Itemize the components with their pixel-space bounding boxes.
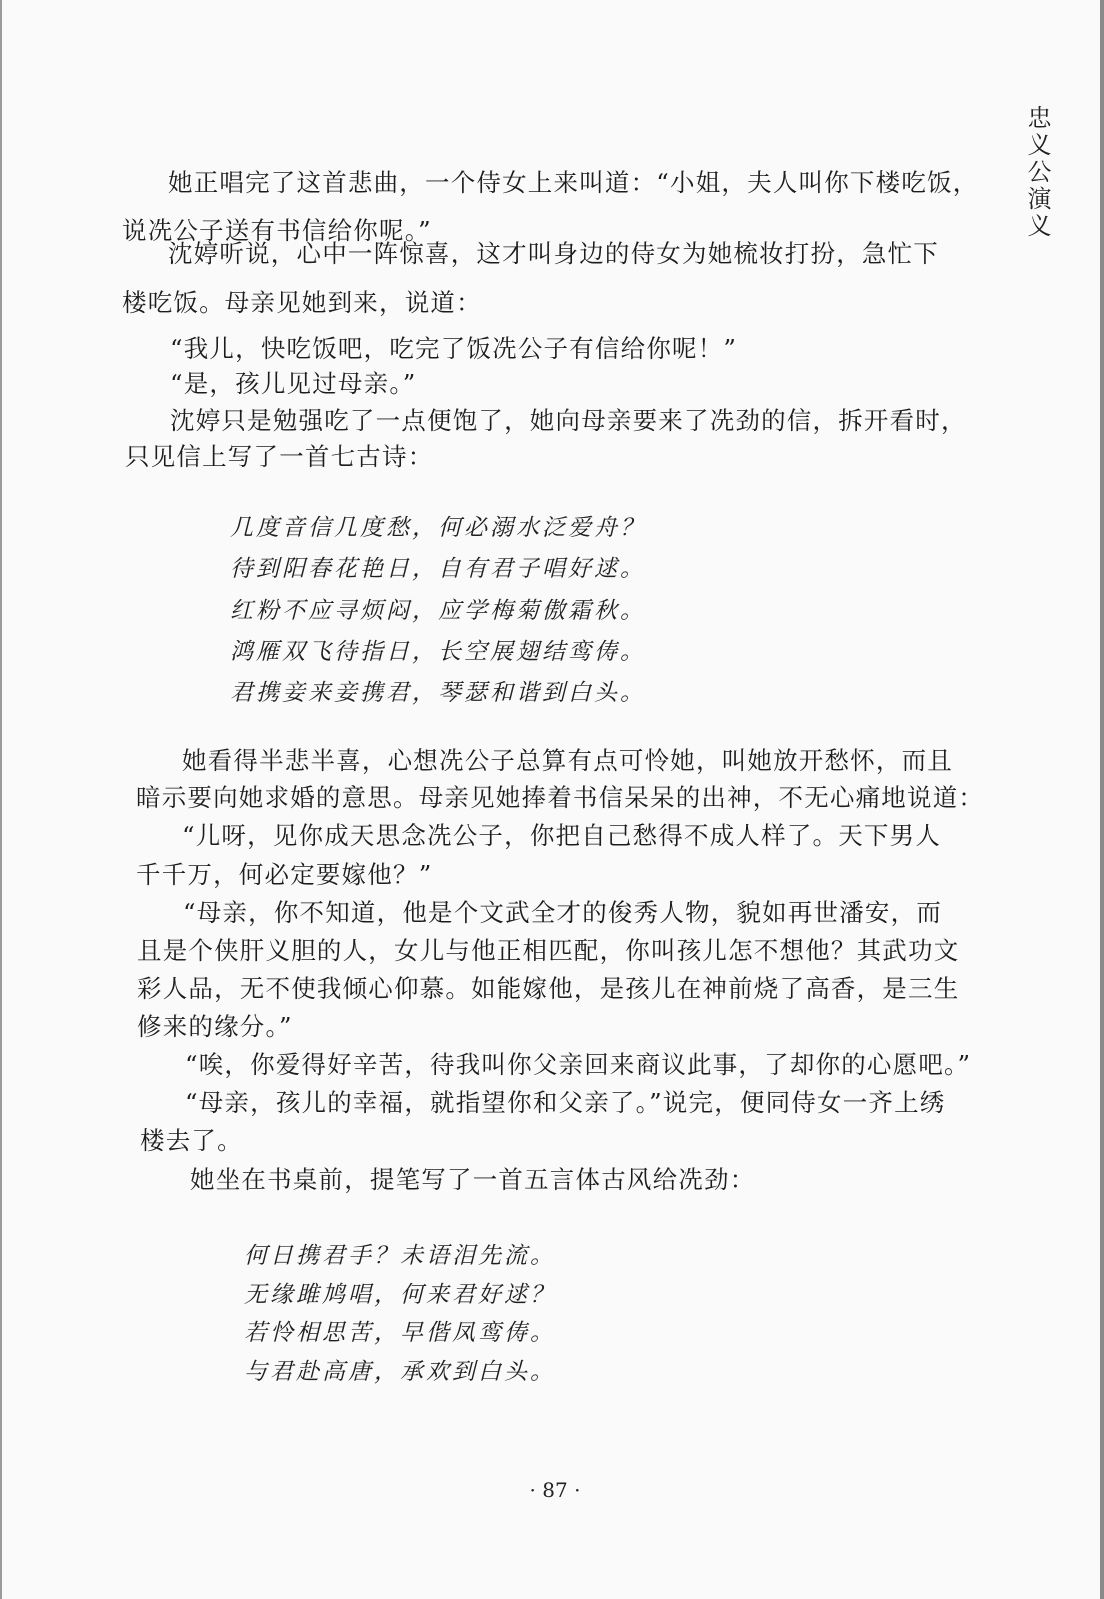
paragraph-line: “是，孩儿见过母亲。”	[170, 369, 417, 398]
scan-edge-left	[0, 0, 2, 1599]
paragraph-line: 沈婷听说，心中一阵惊喜，这才叫身边的侍女为她梳妆打扮，急忙下	[168, 239, 939, 268]
paragraph-line: “母亲，你不知道，他是个文武全才的俊秀人物，貌如再世潘安，而	[183, 898, 943, 927]
paragraph-line: 沈婷只是勉强吃了一点便饱了，她向母亲要来了冼劲的信，拆开看时，	[170, 406, 967, 435]
poem-line: 鸿雁双飞待指日，长空展翅结鸾俦。	[230, 639, 646, 665]
paragraph-line: 楼去了。	[140, 1126, 243, 1155]
paragraph-line: 说冼公子送有书信给你呢。”	[122, 216, 432, 245]
poem-line: 何日携君手？未语泪先流。	[244, 1243, 556, 1269]
paragraph-line: 千千万，何必定要嫁他？”	[136, 860, 433, 889]
paragraph-line: “母亲，孩儿的幸福，就指望你和父亲了。”说完，便同侍女一齐上绣	[185, 1088, 946, 1117]
poem-line: 君携妾来妾携君，琴瑟和谐到白头。	[230, 680, 646, 706]
poem-line: 与君赴高唐，承欢到白头。	[244, 1359, 556, 1385]
running-head: 忠义公演义	[1023, 105, 1051, 240]
poem-line: 无缘雎鸠唱，何来君好逑？	[244, 1282, 556, 1308]
paragraph-line: 她正唱完了这首悲曲，一个侍女上来叫道：“小姐，夫人叫你下楼吃饭，	[168, 168, 979, 197]
poem-line: 若怜相思苦，早偕凤鸾俦。	[244, 1320, 556, 1346]
poem-line: 几度音信几度愁，何必溺水泛爱舟？	[230, 515, 646, 541]
poem-line: 红粉不应寻烦闷，应学梅菊傲霜秋。	[230, 598, 646, 624]
paragraph-line: 只见信上写了一首七古诗：	[125, 442, 434, 471]
paragraph-line: 修来的缘分。”	[137, 1012, 293, 1041]
paragraph-line: 暗示要向她求婚的意思。母亲见她捧着书信呆呆的出神，不无心痛地说道：	[136, 783, 985, 812]
paragraph-line: “儿呀，见你成天思念冼公子，你把自己愁得不成人样了。天下男人	[182, 821, 942, 850]
scan-edge-right	[1100, 0, 1104, 1599]
paragraph-line: 她看得半悲半喜，心想冼公子总算有点可怜她，叫她放开愁怀，而且	[182, 746, 953, 775]
paragraph-line: 她坐在书桌前，提笔写了一首五言体古风给冼劲：	[190, 1165, 756, 1194]
page-number: · 87 ·	[529, 1478, 581, 1502]
paragraph-line: “唉，你爱得好辛苦，待我叫你父亲回来商议此事，了却你的心愿吧。”	[185, 1050, 972, 1079]
paragraph-line: 楼吃饭。母亲见她到来，说道：	[122, 288, 482, 317]
poem-line: 待到阳春花艳日，自有君子唱好逑。	[230, 556, 646, 582]
paragraph-line: 且是个侠肝义胆的人，女儿与他正相匹配，你叫孩儿怎不想他？其武功文	[137, 936, 960, 965]
paragraph-line: “我儿，快吃饭吧，吃完了饭冼公子有信给你呢！”	[170, 334, 738, 363]
paragraph-line: 彩人品，无不使我倾心仰慕。如能嫁他，是孩儿在神前烧了高香，是三生	[137, 974, 960, 1003]
